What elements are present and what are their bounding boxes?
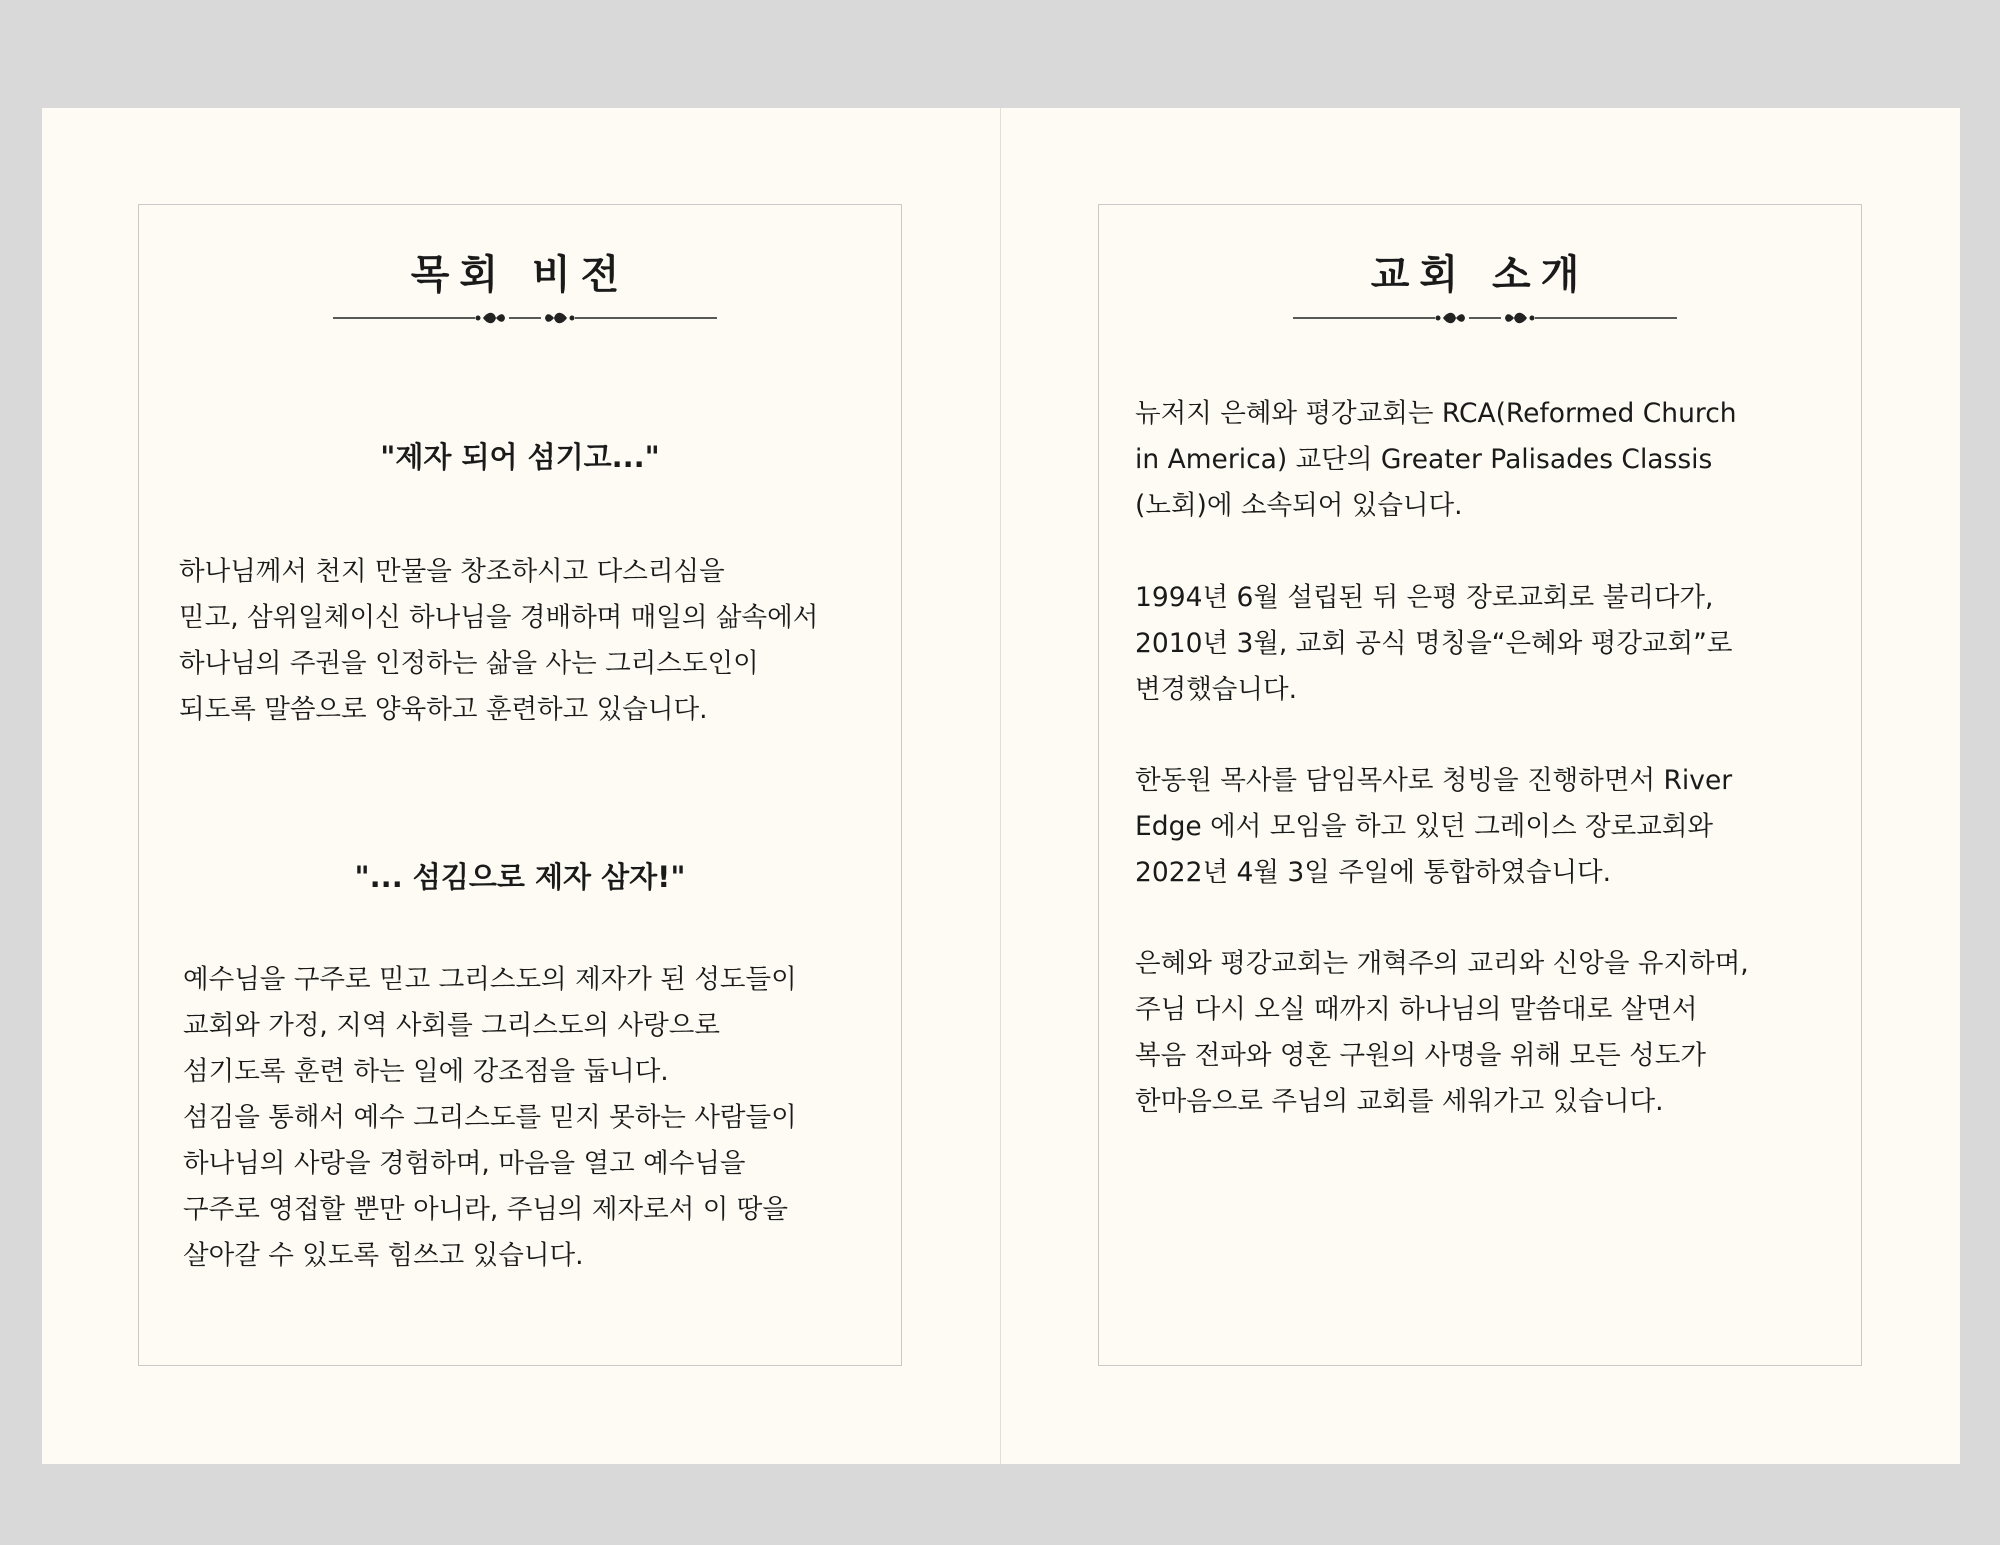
vision-paragraph-1 bbox=[179, 549, 818, 733]
text-line: 교회와 가정, 지역 사회를 그리스도의 사랑으로 bbox=[183, 1010, 720, 1041]
text-line: 하나님의 주권을 인정하는 삶을 사는 그리스도인이 bbox=[179, 648, 759, 679]
vision-paragraph-2 bbox=[183, 957, 797, 1279]
divider-ornament-icon bbox=[1293, 307, 1677, 329]
vision-panel bbox=[138, 204, 902, 1366]
text-line: 섬기도록 훈련 하는 일에 강조점을 둡니다. bbox=[183, 1056, 669, 1087]
text-line: 되도록 말씀으로 양육하고 훈련하고 있습니다. bbox=[179, 694, 708, 725]
text-line: 한마음으로 주님의 교회를 세워가고 있습니다. bbox=[1135, 1086, 1664, 1117]
text-line: 섬김을 통해서 예수 그리스도를 믿지 못하는 사람들이 bbox=[183, 1102, 797, 1133]
page-gutter bbox=[1000, 108, 1001, 1464]
introduction-paragraph-1 bbox=[1135, 391, 1737, 529]
text-line: 뉴저지 은혜와 평강교회는 RCA(Reformed Church bbox=[1135, 398, 1737, 429]
text-line: 1994년 6월 설립된 뒤 은평 장로교회로 불리다가, bbox=[1135, 582, 1714, 613]
text-line: 믿고, 삼위일체이신 하나님을 경배하며 매일의 삶속에서 bbox=[179, 602, 819, 633]
vision-title: 목회 비전 bbox=[410, 252, 630, 298]
text-line: 주님 다시 오실 때까지 하나님의 말씀대로 살면서 bbox=[1135, 994, 1698, 1025]
text-line: 은혜와 평강교회는 개혁주의 교리와 신앙을 유지하며, bbox=[1135, 948, 1749, 979]
text-line: (노회)에 소속되어 있습니다. bbox=[1135, 490, 1463, 521]
text-line: in America) 교단의 Greater Palisades Classis bbox=[1135, 444, 1713, 475]
text-line: Edge 에서 모임을 하고 있던 그레이스 장로교회와 bbox=[1135, 811, 1714, 842]
introduction-paragraph-2 bbox=[1135, 575, 1732, 713]
text-line: 한동원 목사를 담임목사로 청빙을 진행하면서 River bbox=[1135, 765, 1733, 796]
introduction-paragraph-4 bbox=[1135, 941, 1749, 1125]
text-line: 변경했습니다. bbox=[1135, 674, 1298, 705]
text-line: 예수님을 구주로 믿고 그리스도의 제자가 된 성도들이 bbox=[183, 964, 797, 995]
vision-heading-1: "제자 되어 섬기고..." bbox=[380, 440, 660, 474]
text-line: 구주로 영접할 뿐만 아니라, 주님의 제자로서 이 땅을 bbox=[183, 1194, 788, 1225]
introduction-panel bbox=[1098, 204, 1862, 1366]
text-line: 복음 전파와 영혼 구원의 사명을 위해 모든 성도가 bbox=[1135, 1040, 1706, 1071]
booklet-spread bbox=[42, 108, 1960, 1464]
text-line: 2010년 3월, 교회 공식 명칭을“은혜와 평강교회”로 bbox=[1135, 628, 1733, 659]
introduction-paragraph-3 bbox=[1135, 758, 1732, 896]
text-line: 2022년 4월 3일 주일에 통합하였습니다. bbox=[1135, 857, 1612, 888]
text-line: 살아갈 수 있도록 힘쓰고 있습니다. bbox=[183, 1240, 584, 1271]
text-line: 하나님께서 천지 만물을 창조하시고 다스리심을 bbox=[179, 556, 725, 587]
introduction-title: 교회 소개 bbox=[1370, 252, 1590, 298]
text-line: 하나님의 사랑을 경험하며, 마음을 열고 예수님을 bbox=[183, 1148, 746, 1179]
vision-heading-2: "... 섬김으로 제자 삼자!" bbox=[354, 860, 686, 894]
divider-ornament-icon bbox=[333, 307, 717, 329]
